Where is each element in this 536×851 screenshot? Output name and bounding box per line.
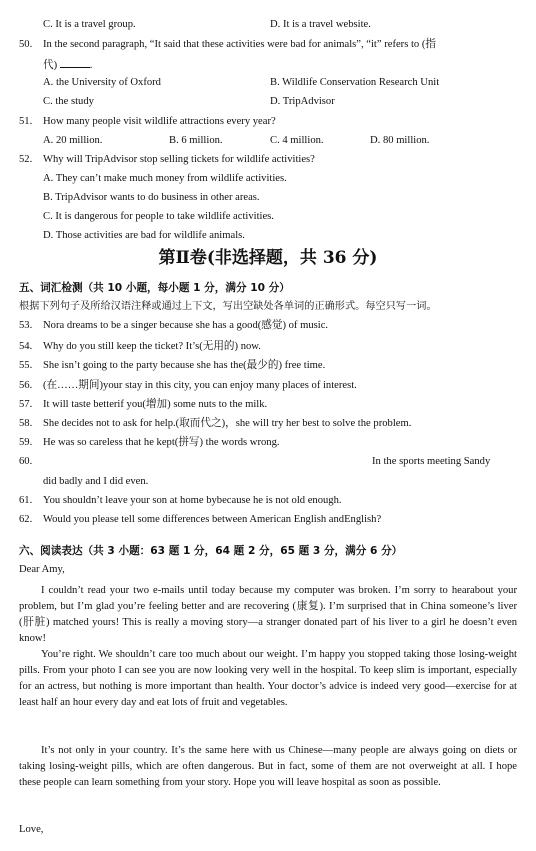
question-stem: How many people visit wildlife attractions every year? bbox=[43, 116, 276, 127]
vocab-item-56: (在……期间)your stay in this city, you can enjoy many places of interest. bbox=[43, 380, 357, 391]
option-b: B. TripAdvisor wants to do business in other areas. bbox=[43, 192, 260, 203]
vocab-item-58: She decides not to ask for help.(取而代之)，she will try her best to solve the problem. bbox=[43, 418, 412, 429]
vocab-item-60-cont: did badly and I did even. bbox=[43, 476, 149, 487]
vocab-item-53: Nora dreams to be a singer because she has a good(感觉) of music. bbox=[43, 320, 329, 331]
part-2-title: 第Ⅱ卷(非选择题，共 36 分) bbox=[158, 248, 378, 268]
option-d: D. Those activities are bad for wildlife animals. bbox=[43, 230, 245, 241]
vocab-item-62: Would you please tell some differences between American English andEnglish? bbox=[43, 514, 382, 525]
option-a: A. They can’t make much money from wildlife activities. bbox=[43, 173, 287, 184]
vocab-item-57: It will taste betterif you(增加) some nuts to the milk. bbox=[43, 399, 268, 410]
question-number: 51. bbox=[19, 116, 33, 127]
letter-paragraph-1: I couldn’t read your two e-mails until today because my computer was broken. I’m sorry to hearabout your problem, but I’m glad you’re feeling better and are recovering (康复). I’m surprised that in China someone’s liver (肝脏) matched yours! This is really a moving story—a stranger donated part of his liver to a girl he doesn’t even know! bbox=[19, 585, 517, 644]
prev-option-c: C. It is a travel group. bbox=[43, 19, 136, 30]
letter-salutation: Dear Amy, bbox=[19, 564, 65, 575]
item-number: 55. bbox=[19, 360, 33, 371]
item-number: 54. bbox=[19, 341, 33, 352]
option-c: C. the study bbox=[43, 96, 94, 107]
letter-paragraph-2: You’re right. We shouldn’t care too much about our weight. I’m happy you stopped taking those losing-weight pills. From your photo I can see you are now looking very well in the hospital. To keep slim is important, especially for an actress, but nothing is more important than health. Your doctor’s advice is indeed very good—exercise for at least half an hour every day and eat lots of fruit and vegetables. bbox=[19, 649, 517, 708]
section-instruction: 根据下列句子及所给汉语注释或通过上下文，写出空缺处各单词的正确形式。每空只写一词。 bbox=[19, 301, 437, 312]
letter-closing: Love, bbox=[19, 824, 44, 835]
option-c: C. It is dangerous for people to take wildlife activities. bbox=[43, 211, 274, 222]
option-a: A. 20 million. bbox=[43, 135, 103, 146]
vocab-item-59: He was so careless that he kept(拼写) the words wrong. bbox=[43, 437, 280, 448]
option-a: A. the University of Oxford bbox=[43, 77, 161, 88]
item-number: 59. bbox=[19, 437, 33, 448]
section-heading: 五、词汇检测（共 10 小题，每小题 1 分，满分 10 分） bbox=[19, 282, 290, 294]
question-stem-cont: 代) . bbox=[43, 60, 93, 71]
letter-paragraph-3: It’s not only in your country. It’s the same here with us Chinese—many people are always going on diets or taking losing-weight pills, which are often dangerous. But in fact, some of them are not overweight at all. I hope these people can learn something from your story. Hope you will leave hospital as soon as possible. bbox=[19, 745, 517, 788]
question-stem: Why will TripAdvisor stop selling tickets for wildlife activities? bbox=[43, 154, 315, 165]
vocab-item-55: She isn’t going to the party because she has the(最少的) free time. bbox=[43, 360, 326, 371]
section-heading: 六、阅读表达（共 3 小题：63 题 1 分，64 题 2 分，65 题 3 分，满分 6 分） bbox=[19, 545, 403, 557]
item-number: 53. bbox=[19, 320, 33, 331]
option-d: D. TripAdvisor bbox=[270, 96, 335, 107]
question-number: 52. bbox=[19, 154, 33, 165]
prev-option-d: D. It is a travel website. bbox=[270, 19, 371, 30]
item-number: 56. bbox=[19, 380, 33, 391]
option-b: B. Wildlife Conservation Research Unit bbox=[270, 77, 440, 88]
option-b: B. 6 million. bbox=[169, 135, 223, 146]
vocab-item-60: In the sports meeting Sandy bbox=[372, 456, 491, 467]
answer-blank[interactable] bbox=[60, 58, 90, 68]
option-c: C. 4 million. bbox=[270, 135, 324, 146]
item-number: 62. bbox=[19, 514, 33, 525]
item-number: 58. bbox=[19, 418, 33, 429]
item-number: 60. bbox=[19, 456, 33, 467]
vocab-item-54: Why do you still keep the ticket? It’s(无用的) now. bbox=[43, 341, 261, 352]
option-d: D. 80 million. bbox=[370, 135, 430, 146]
question-stem: In the second paragraph, “It said that these activities were bad for animals”, “it” refers to (指 bbox=[43, 39, 436, 50]
vocab-item-61: You shouldn’t leave your son at home bybecause he is not old enough. bbox=[43, 495, 342, 506]
item-number: 61. bbox=[19, 495, 33, 506]
question-number: 50. bbox=[19, 39, 33, 50]
item-number: 57. bbox=[19, 399, 33, 410]
